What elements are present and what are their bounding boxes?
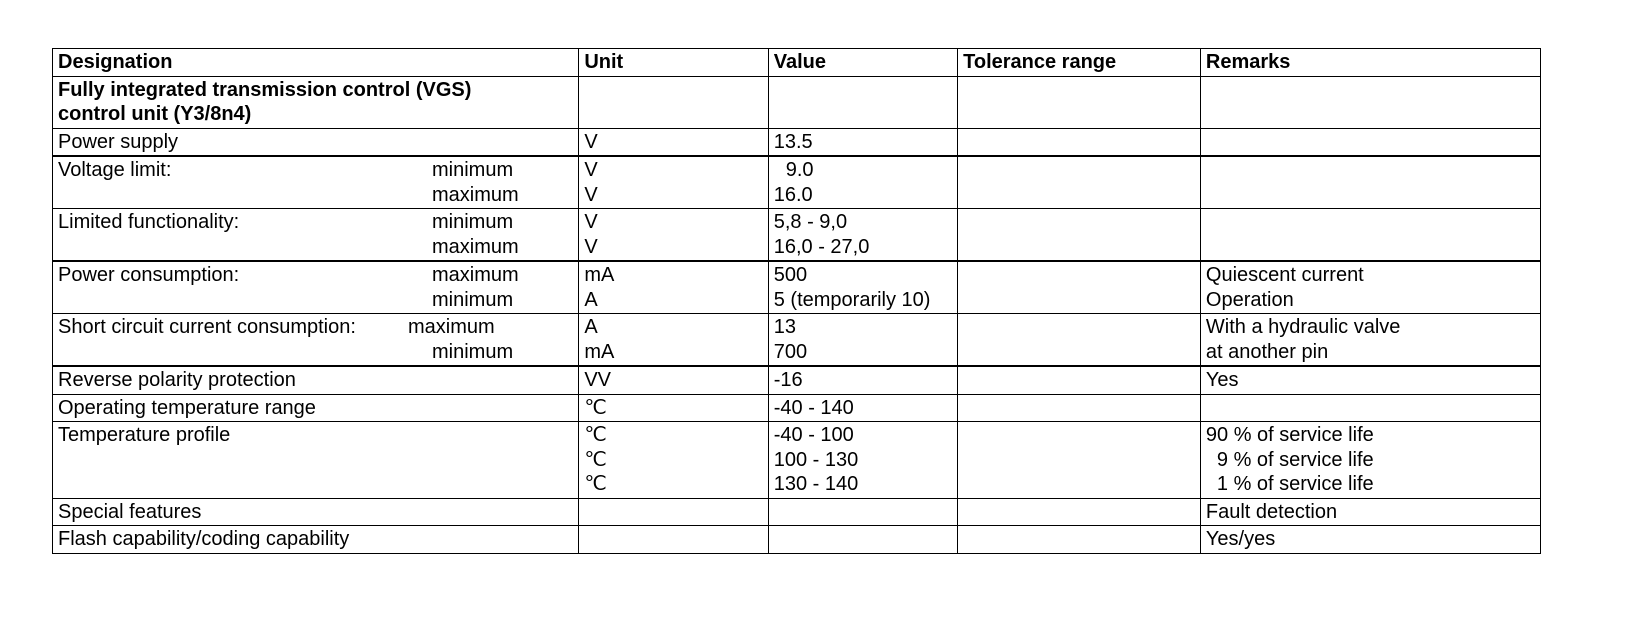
- value-cell: [768, 526, 957, 554]
- designation-cell: Flash capability/coding capability: [53, 526, 579, 554]
- remarks-cell: Fault detection: [1200, 498, 1540, 526]
- header-value: Value: [768, 49, 957, 77]
- designation-cell: Temperature profile: [53, 422, 579, 499]
- remarks-cell: [1200, 128, 1540, 156]
- unit-2: V: [584, 235, 598, 258]
- designation-cell: [53, 261, 579, 314]
- designation-label: Limited functionality:: [58, 211, 240, 233]
- empty-cell: [579, 76, 768, 128]
- designation-cell: [53, 209, 579, 262]
- value-cell: 13.5: [768, 128, 957, 156]
- header-unit: Unit: [579, 49, 768, 77]
- value-1: -40 - 100: [773, 424, 854, 446]
- unit-cell: ℃: [579, 394, 768, 422]
- unit-1: A: [584, 316, 598, 338]
- value-1: 9.0: [785, 159, 814, 181]
- qualifier-1: maximum: [432, 264, 519, 286]
- value-cell: [768, 261, 957, 314]
- unit-2: ℃: [584, 448, 607, 471]
- unit-1: ℃: [584, 424, 607, 446]
- remarks-cell: [1200, 261, 1540, 314]
- unit-2: mA: [584, 340, 615, 363]
- tolerance-cell: [958, 366, 1201, 394]
- table-row-flash-capability: [53, 526, 1541, 554]
- header-designation: Designation: [53, 49, 579, 77]
- remark-1: With a hydraulic valve: [1205, 316, 1401, 338]
- unit-cell: [579, 261, 768, 314]
- table-row-temperature-profile: [53, 422, 1541, 499]
- remarks-cell: Yes/yes: [1200, 526, 1540, 554]
- qualifier-1: minimum: [432, 159, 514, 181]
- remarks-cell: [1200, 314, 1540, 367]
- section-title: [53, 76, 579, 128]
- value-cell: [768, 422, 957, 499]
- tolerance-cell: [958, 422, 1201, 499]
- value-cell: -40 - 140: [768, 394, 957, 422]
- header-remarks: Remarks: [1200, 49, 1540, 77]
- value-cell: -16: [768, 366, 957, 394]
- unit-1: mA: [584, 264, 615, 286]
- tolerance-cell: [958, 128, 1201, 156]
- value-2: 5 (temporarily 10): [773, 288, 931, 311]
- value-cell: [768, 314, 957, 367]
- designation-label: Voltage limit:: [58, 159, 172, 181]
- unit-cell: [579, 526, 768, 554]
- tolerance-cell: [958, 394, 1201, 422]
- designation-cell: [53, 314, 579, 367]
- qualifier-2: maximum: [432, 235, 519, 258]
- designation-cell: Special features: [53, 498, 579, 526]
- specification-table: [52, 48, 1541, 554]
- remarks-cell: [1200, 422, 1540, 499]
- table-row-power-supply: [53, 128, 1541, 156]
- value-1: 13: [773, 316, 796, 338]
- section-title-line-2: control unit (Y3/8n4): [58, 103, 252, 125]
- unit-cell: [579, 209, 768, 262]
- designation-label: Short circuit current consumption:: [58, 316, 356, 338]
- table-header-row: [53, 49, 1541, 77]
- table-row-short-circuit: [53, 314, 1541, 367]
- remarks-cell: [1200, 209, 1540, 262]
- designation-cell: Reverse polarity protection: [53, 366, 579, 394]
- remark-2: 9 % of service life: [1216, 448, 1374, 471]
- unit-cell: [579, 498, 768, 526]
- value-1: 500: [773, 264, 808, 286]
- value-2: 100 - 130: [773, 448, 859, 471]
- unit-2: A: [584, 288, 598, 311]
- unit-2: V: [584, 183, 598, 206]
- unit-3: ℃: [584, 473, 607, 495]
- value-cell: [768, 156, 957, 209]
- table-row-voltage-limit: [53, 156, 1541, 209]
- table-row-special-features: [53, 498, 1541, 526]
- tolerance-cell: [958, 261, 1201, 314]
- unit-cell: [579, 314, 768, 367]
- table-row-operating-temperature: [53, 394, 1541, 422]
- designation-cell: [53, 156, 579, 209]
- value-3: 130 - 140: [773, 473, 859, 495]
- table-row-power-consumption: [53, 261, 1541, 314]
- tolerance-cell: [958, 209, 1201, 262]
- remarks-cell: [1200, 394, 1540, 422]
- value-2: 700: [773, 340, 808, 363]
- empty-cell: [958, 76, 1201, 128]
- unit-cell: VV: [579, 366, 768, 394]
- section-title-row: [53, 76, 1541, 128]
- value-cell: [768, 209, 957, 262]
- unit-cell: [579, 156, 768, 209]
- value-1: 5,8 - 9,0: [773, 211, 848, 233]
- remark-1: 90 % of service life: [1205, 424, 1374, 446]
- tolerance-cell: [958, 526, 1201, 554]
- unit-1: V: [584, 159, 598, 181]
- value-2: 16,0 - 27,0: [773, 235, 870, 258]
- qualifier-2: minimum: [432, 288, 514, 311]
- tolerance-cell: [958, 498, 1201, 526]
- qualifier-1: maximum: [408, 316, 495, 338]
- remark-3: 1 % of service life: [1216, 473, 1374, 495]
- section-title-line-1: Fully integrated transmission control (VGS): [58, 78, 472, 101]
- table-row-reverse-polarity: [53, 366, 1541, 394]
- empty-cell: [1200, 76, 1540, 128]
- qualifier-1: minimum: [432, 211, 514, 233]
- value-cell: [768, 498, 957, 526]
- empty-cell: [768, 76, 957, 128]
- header-tolerance-range: Tolerance range: [958, 49, 1201, 77]
- designation-cell: Operating temperature range: [53, 394, 579, 422]
- remarks-cell: [1200, 156, 1540, 209]
- qualifier-2: maximum: [432, 183, 519, 206]
- designation-cell: Power supply: [53, 128, 579, 156]
- unit-cell: [579, 422, 768, 499]
- unit-1: V: [584, 211, 598, 233]
- value-2: 16.0: [773, 183, 813, 206]
- remark-1: Quiescent current: [1205, 264, 1364, 286]
- table-row-limited-functionality: [53, 209, 1541, 262]
- unit-cell: V: [579, 128, 768, 156]
- qualifier-2: minimum: [432, 340, 514, 363]
- remark-2: at another pin: [1205, 340, 1329, 363]
- designation-label: Power consumption:: [58, 264, 240, 286]
- tolerance-cell: [958, 156, 1201, 209]
- tolerance-cell: [958, 314, 1201, 367]
- remarks-cell: Yes: [1200, 366, 1540, 394]
- remark-2: Operation: [1205, 288, 1294, 311]
